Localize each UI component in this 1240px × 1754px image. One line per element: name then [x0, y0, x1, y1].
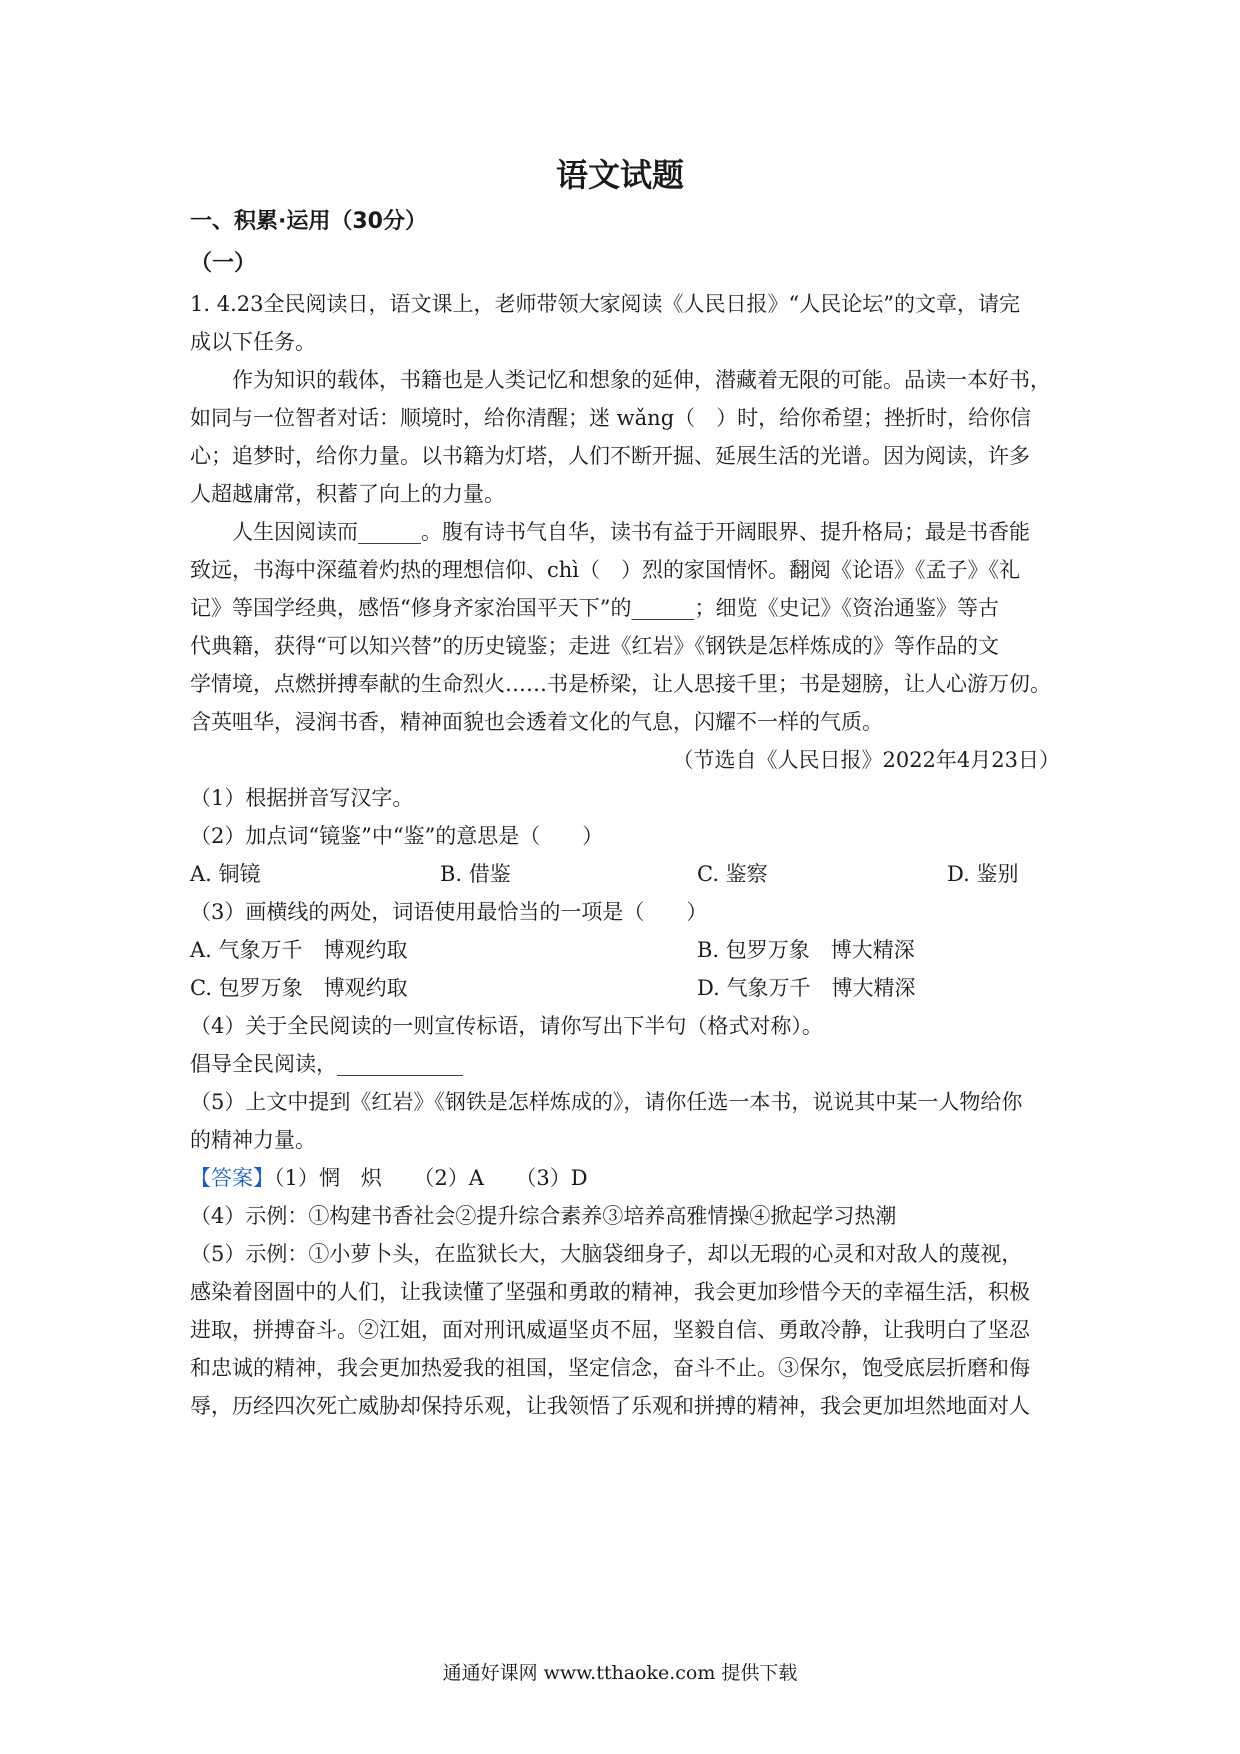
option-c: C. 鉴察 — [697, 862, 768, 886]
passage-line: 含英咀华，浸润书香，精神面貌也会透着文化的气息，闪耀不一样的气质。 — [190, 710, 883, 734]
question-intro-line: 1. 4.23全民阅读日，语文课上，老师带领大家阅读《人民日报》“人民论坛”的文章，请完 — [190, 292, 1020, 316]
answer-line: 进取，拼搏奋斗。②江姐，面对刑讯威逼坚贞不屈，坚毅自信、勇敢冷静，让我明白了坚忍 — [190, 1318, 1030, 1342]
sub-question-3: （3）画横线的两处，词语使用最恰当的一项是（ ） — [190, 900, 708, 924]
answer-line: （5）示例：①小萝卜头，在监狱长大，大脑袋细身子，却以无瑕的心灵和对敌人的蔑视， — [190, 1242, 1023, 1266]
answer-label: 【答案】 — [190, 1166, 274, 1190]
answer-text: （1）惘 炽 （2）A （3）D — [274, 1166, 588, 1190]
passage-line: 记》等国学经典，感悟“修身齐家治国平天下”的______；细览《史记》《资治通鉴》等古 — [190, 596, 999, 620]
page-title: 语文试题 — [555, 156, 684, 194]
passage-line: 人生因阅读而______。腹有诗书气自华，读书有益于开阔眼界、提升格局；最是书香能 — [232, 520, 1030, 544]
answer-line: 感染着囹圄中的人们，让我读懂了坚强和勇敢的精神，我会更加珍惜今天的幸福生活，积极 — [190, 1280, 1030, 1304]
answer-line: （4）示例：①构建书香社会②提升综合素养③培养高雅情操④掀起学习热潮 — [190, 1204, 897, 1228]
passage-line: 人超越庸常，积蓄了向上的力量。 — [190, 482, 505, 506]
footer-text: 通通好课网 www.tthaoke.com 提供下载 — [442, 1662, 798, 1684]
answer-line: 辱，历经四次死亡威胁却保持乐观，让我领悟了乐观和拼搏的精神，我会更加坦然地面对人 — [190, 1394, 1030, 1418]
sub-question-5: 的精神力量。 — [190, 1128, 316, 1152]
section-heading: 一、积累·运用（30分） — [190, 209, 427, 234]
answer-line: 和忠诚的精神，我会更加热爱我的祖国，坚定信念，奋斗不止。③保尔，饱受底层折磨和侮 — [190, 1356, 1030, 1380]
passage-line: 学情境，点燃拼搏奉献的生命烈火……书是桥梁，让人思接千里；书是翅膀，让人心游万仞。 — [190, 672, 1051, 696]
passage-line: 如同与一位智者对话：顺境时，给你清醒；迷 wǎng（ ）时，给你希望；挫折时，给你信 — [190, 406, 1032, 430]
subsection-heading: （一） — [190, 251, 257, 276]
passage-source: （节选自《人民日报》2022年4月23日） — [672, 748, 1060, 772]
sub-question-4: （4）关于全民阅读的一则宣传标语，请你写出下半句（格式对称）。 — [190, 1014, 823, 1038]
passage-line: 致远，书海中深蕴着灼热的理想信仰、chì（ ）烈的家国情怀。翻阅《论语》《孟子》《礼 — [190, 558, 1020, 582]
option-b: B. 借鉴 — [440, 862, 511, 886]
question-intro-line: 成以下任务。 — [190, 330, 316, 354]
passage-line: 作为知识的载体，书籍也是人类记忆和想象的延伸，潜藏着无限的可能。品读一本好书， — [232, 368, 1051, 392]
option-c: C. 包罗万象 博观约取 — [190, 976, 408, 1000]
sub-question-1: （1）根据拼音写汉字。 — [190, 786, 414, 810]
sub-question-2: （2）加点词“镜鉴”中“鉴”的意思是（ ） — [190, 824, 604, 848]
answer-blank: 倡导全民阅读，____________ — [190, 1052, 463, 1076]
option-d: D. 气象万千 博大精深 — [697, 976, 916, 1000]
passage-line: 心；追梦时，给你力量。以书籍为灯塔，人们不断开掘、延展生活的光谱。因为阅读，许多 — [190, 444, 1030, 468]
answer-line — [190, 1164, 1060, 1192]
option-a: A. 铜镜 — [190, 862, 261, 886]
option-d: D. 鉴别 — [947, 862, 1019, 886]
sub-question-5: （5）上文中提到《红岩》《钢铁是怎样炼成的》，请你任选一本书，说说其中某一人物给你 — [190, 1090, 1023, 1114]
option-b: B. 包罗万象 博大精深 — [697, 938, 915, 962]
passage-line: 代典籍，获得“可以知兴替”的历史镜鉴；走进《红岩》《钢铁是怎样炼成的》等作品的文 — [190, 634, 999, 658]
option-a: A. 气象万千 博观约取 — [190, 938, 408, 962]
